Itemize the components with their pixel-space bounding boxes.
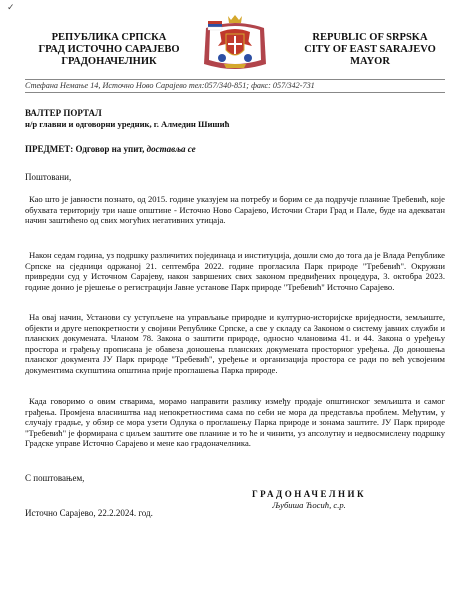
contact-line: Стефана Немање 14, Источно Ново Сарајево тел:057/340-851; факс: 057/342-731 — [25, 79, 445, 93]
letterhead-cyrillic — [20, 32, 198, 68]
subject-emphasis: доставља се — [146, 144, 196, 154]
letterhead-line: ГРАД ИСТОЧНО САРАЈЕВО — [38, 44, 180, 55]
coat-of-arms-icon — [200, 14, 270, 72]
body-paragraph: Након седам година, уз подршку различитих појединаца и институција, дошли смо до тога да је Влада Републике Српске на сједници одржаној 21. септембра 2022. године прогласила Парк природе "Требевић". Окружни привредни суд у Источном Сарајеву, након завршених свих законом предвиђених процедура, 3. октобра 2023. године донио је рјешење о регистрацији Јавне установе Парк природе "Требевић" Источно Сарајево. — [25, 250, 445, 292]
letterhead — [0, 12, 469, 74]
place-date: Источно Сарајево, 22.2.2024. год. — [25, 508, 153, 518]
letterhead-line: ГРАДОНАЧЕЛНИК — [61, 56, 157, 67]
letterhead-english — [282, 32, 458, 68]
closing-line: С поштовањем, — [25, 473, 85, 483]
body-paragraph: Када говоримо о овим стварима, морамо направити разлику између продаје општинског земљишта и самог грађења. Промјена власништва над непокретностима сама по себи не мора да представља проблем. Међутим, у случају градње, у обзир се мора узети Одлука о проглашењу Парка природе и зонама заштите. ЈУ Парк природе "Требевић" је формирана с циљем заштите ове планине и то ће и чинити, уз апсолутну и недвосмислену подршку Градске управе Источно Сарајево и мене као градоначелника. — [25, 396, 445, 449]
signature-name: Љубиша Ћосић, с.р. — [272, 500, 346, 510]
recipient-block — [25, 108, 229, 130]
recipient-attention: н/р главни и одговорни уредник, г. Алмедин Шишић — [25, 119, 230, 129]
subject-label: ПРЕДМЕТ: — [25, 144, 74, 154]
letterhead-line: РЕПУБЛИКА СРПСКА — [51, 32, 167, 43]
subject-line — [25, 144, 196, 154]
signature-title: ГРАДОНАЧЕЛНИК — [251, 489, 367, 499]
letterhead-line: REPUBLIC OF SRPSKA — [312, 32, 428, 43]
recipient-name: ВАЛТЕР ПОРТАЛ — [25, 108, 102, 118]
subject-text: Одговор на упит, — [75, 144, 145, 154]
body-paragraph: На овај начин, Установи су уступљене на управљање природне и културно-историјске вриједности, земљиште, објекти и друге непокретности у својини Републике Српске, а све у складу са Законом о систему јавних служби и планских докумената. Чланом 78. Закона о заштити природе, односно члановима 41. и 44. Закона о уређењу простора и грађењу прописана је обавеза доношења планских докумената просторног уређења. До доношења планског документа ЈУ Парк природе "Требевић", уређење и организација простора се ради по већ усвојеним документима скупштина општина прије проглашења Парка природе. — [25, 312, 445, 375]
checkmark-icon: ✓ — [7, 3, 15, 13]
signature-block — [244, 489, 374, 510]
letterhead-line: MAYOR — [350, 56, 390, 67]
letterhead-line: CITY OF EAST SARAJEVO — [304, 44, 436, 55]
salutation: Поштовани, — [25, 172, 72, 182]
body-paragraph: Као што је јавности познато, од 2015. године указујем на потребу и борим се да подручје планине Требевић, које обухвата територију три наше општине - Источно Ново Сарајево, Источни Стари Град и Пале, буде на адекватан начин заштићено од свих могућих негативних утицаја. — [25, 194, 445, 226]
